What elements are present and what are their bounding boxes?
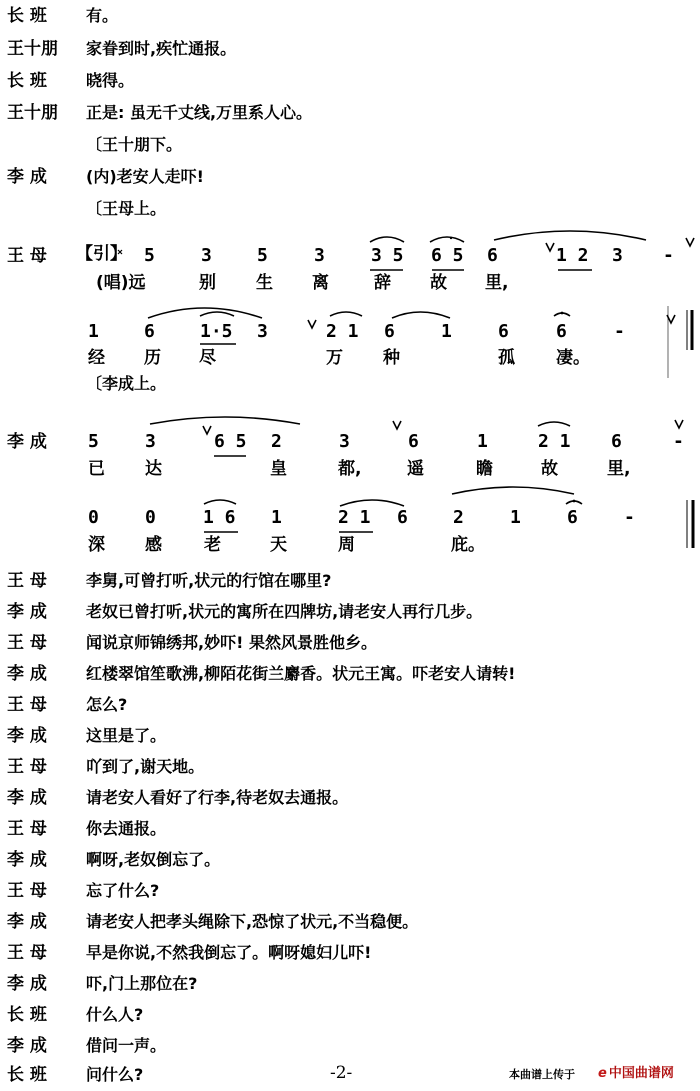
dialogue-text: 家眷到时,疾忙通报。 <box>86 39 237 58</box>
site-logo-icon: e <box>598 1066 607 1081</box>
dialogue-line <box>0 165 700 193</box>
dialogue-text: 红楼翠馆笙歌沸,柳陌花街兰麝香。状元王寓。吓老安人请转! <box>86 664 516 683</box>
note: 5 <box>144 245 155 266</box>
note: 6 <box>397 507 408 528</box>
note: - <box>663 245 674 266</box>
note: 3 <box>257 321 268 342</box>
dialogue-line <box>0 910 700 938</box>
dialogue-text: 闻说京师锦绣邦,妙吓! 果然风景胜他乡。 <box>86 633 377 652</box>
note: 6 <box>144 321 155 342</box>
dialogue-text: 吖到了,谢天地。 <box>86 757 205 776</box>
role-name: 王十朋 <box>7 103 58 123</box>
dialogue-text: 借问一声。 <box>86 1036 167 1055</box>
dialogue-line <box>0 1003 700 1031</box>
dialogue-line <box>0 600 700 628</box>
stage-direction-text: 〔李成上。 <box>86 374 167 393</box>
note: 6 <box>567 507 578 528</box>
dialogue-text: 李舅,可曾打听,状元的行馆在哪里? <box>86 571 332 590</box>
role-name: 长 班 <box>7 1065 47 1085</box>
note: 5 <box>257 245 268 266</box>
dialogue-text: 正是: 虽无千丈线,万里系人心。 <box>86 103 313 122</box>
score-notation-marks <box>0 420 700 560</box>
lyric: 种 <box>383 348 400 368</box>
note: 2 1 <box>538 431 571 452</box>
note: 2 1 <box>326 321 359 342</box>
note: 1·5 <box>200 321 233 342</box>
lyric: 深 <box>88 535 105 555</box>
stage-direction <box>0 133 700 161</box>
lyric: 天 <box>270 535 287 555</box>
dialogue-text: 问什么? <box>86 1065 144 1084</box>
upload-source-text: 本曲谱上传于 <box>509 1068 575 1081</box>
note: 6 5 <box>214 431 247 452</box>
note: 2 1 <box>338 507 371 528</box>
lyric: 万 <box>326 348 343 368</box>
role-name: 王 母 <box>7 571 47 591</box>
role-name: 李 成 <box>7 912 47 932</box>
dialogue-line <box>0 972 700 1000</box>
note: 5 <box>88 431 99 452</box>
note: 1 2 <box>556 245 589 266</box>
note: 6 <box>487 245 498 266</box>
note: 1 <box>441 321 452 342</box>
role-name: 李 成 <box>7 726 47 746</box>
dialogue-text: 吓,门上那位在? <box>86 974 198 993</box>
lyric: 庇。 <box>451 535 485 555</box>
lyric: 故 <box>541 459 558 479</box>
lyric: 离 <box>312 273 329 293</box>
aria-tag: 【引】 <box>76 244 127 264</box>
note: 6 <box>498 321 509 342</box>
dialogue-line <box>0 37 700 65</box>
role-name: 李 成 <box>7 1036 47 1056</box>
dialogue-line <box>0 879 700 907</box>
dialogue-text: 怎么? <box>86 695 128 714</box>
dialogue-text: 啊呀,老奴倒忘了。 <box>86 850 221 869</box>
page-number: -2- <box>330 1063 353 1083</box>
note: 3 <box>201 245 212 266</box>
note: - <box>624 507 635 528</box>
note: 6 <box>556 321 567 342</box>
dialogue-text: 这里是了。 <box>86 726 167 745</box>
dialogue-text: 你去通报。 <box>86 819 167 838</box>
note: 3 <box>145 431 156 452</box>
lyric: 遥 <box>407 459 424 479</box>
stage-direction <box>0 197 700 225</box>
lyric: 故 <box>430 273 447 293</box>
role-name: 李 成 <box>7 167 47 187</box>
note: - <box>614 321 625 342</box>
dialogue-line <box>0 848 700 876</box>
role-name: 李 成 <box>7 788 47 808</box>
stage-direction-text: 〔王十朋下。 <box>86 135 183 154</box>
note: 2 <box>453 507 464 528</box>
lyric: 孤 <box>498 348 515 368</box>
note: 1 <box>271 507 282 528</box>
lyric: 经 <box>88 348 105 368</box>
note: 1 <box>477 431 488 452</box>
role-name: 长 班 <box>7 1005 47 1025</box>
note: 1 <box>88 321 99 342</box>
note: 3 <box>339 431 350 452</box>
note: 2 <box>271 431 282 452</box>
lyric: 辞 <box>374 273 391 293</box>
dialogue-line <box>0 569 700 597</box>
role-name: 李 成 <box>7 432 47 452</box>
role-name: 长 班 <box>7 71 47 91</box>
role-name: 李 成 <box>7 664 47 684</box>
role-name: 王 母 <box>7 633 47 653</box>
role-name: 王 母 <box>7 695 47 715</box>
lyric: 达 <box>145 459 162 479</box>
lyric: 瞻 <box>476 459 493 479</box>
note: 0 <box>145 507 156 528</box>
dialogue-text: 请老安人把孝头绳除下,恐惊了状元,不当稳便。 <box>86 912 419 931</box>
dialogue-line <box>0 69 700 97</box>
role-name: 王 母 <box>7 757 47 777</box>
lyric: 生 <box>256 273 273 293</box>
stage-direction-text: 〔王母上。 <box>86 199 167 218</box>
role-name: 李 成 <box>7 850 47 870</box>
role-name: 王 母 <box>7 881 47 901</box>
dialogue-line <box>0 755 700 783</box>
dialogue-line <box>0 101 700 129</box>
dialogue-text: 请老安人看好了行李,待老奴去通报。 <box>86 788 349 807</box>
role-name: 李 成 <box>7 602 47 622</box>
role-name: 长 班 <box>7 6 47 26</box>
lyric: (唱)远 <box>96 273 146 293</box>
score-notation-marks <box>0 240 700 380</box>
dialogue-text: 忘了什么? <box>86 881 160 900</box>
dialogue-line <box>0 724 700 752</box>
lyric: 别 <box>199 273 216 293</box>
lyric: 皇 <box>270 459 287 479</box>
note: - <box>673 431 684 452</box>
note: 6 <box>384 321 395 342</box>
dialogue-text: 晓得。 <box>86 71 135 90</box>
dialogue-line <box>0 941 700 969</box>
stage-direction <box>0 372 700 400</box>
lyric: 历 <box>144 348 161 368</box>
note: 3 <box>314 245 325 266</box>
dialogue-text: 早是你说,不然我倒忘了。啊呀媳妇儿吓! <box>86 943 372 962</box>
role-name: 李 成 <box>7 974 47 994</box>
dialogue-text: 什么人? <box>86 1005 144 1024</box>
dialogue-line <box>0 693 700 721</box>
note: 3 5 <box>371 245 404 266</box>
dialogue-line <box>0 631 700 659</box>
site-logo[interactable] <box>598 1062 674 1081</box>
dialogue-text: 老奴已曾打听,状元的寓所在四牌坊,请老安人再行几步。 <box>86 602 483 621</box>
note: 6 5 <box>431 245 464 266</box>
dialogue-line <box>0 817 700 845</box>
note: 0 <box>88 507 99 528</box>
lyric: 感 <box>145 535 162 555</box>
lyric: 已 <box>88 459 105 479</box>
dialogue-text: (内)老安人走吓! <box>86 167 204 186</box>
dialogue-line <box>0 1034 700 1062</box>
note: 6 <box>408 431 419 452</box>
dialogue-text: 有。 <box>86 6 119 25</box>
site-logo-text: 中国曲谱网 <box>608 1066 674 1081</box>
lyric: 都, <box>338 459 362 479</box>
role-name: 王 母 <box>7 246 47 266</box>
role-name: 王 母 <box>7 943 47 963</box>
dialogue-line <box>0 662 700 690</box>
role-name: 王 母 <box>7 819 47 839</box>
note: 3 <box>612 245 623 266</box>
note: 6 <box>611 431 622 452</box>
lyric: 里, <box>485 273 509 293</box>
lyric: 老 <box>204 535 221 555</box>
dialogue-line <box>0 4 700 32</box>
lyric: 凄。 <box>556 348 590 368</box>
dialogue-line <box>0 786 700 814</box>
lyric: 尽 <box>199 348 216 368</box>
note: 1 <box>510 507 521 528</box>
note: 1 6 <box>203 507 236 528</box>
lyric: 周 <box>338 535 355 555</box>
lyric: 里, <box>607 459 631 479</box>
role-name: 王十朋 <box>7 39 58 59</box>
